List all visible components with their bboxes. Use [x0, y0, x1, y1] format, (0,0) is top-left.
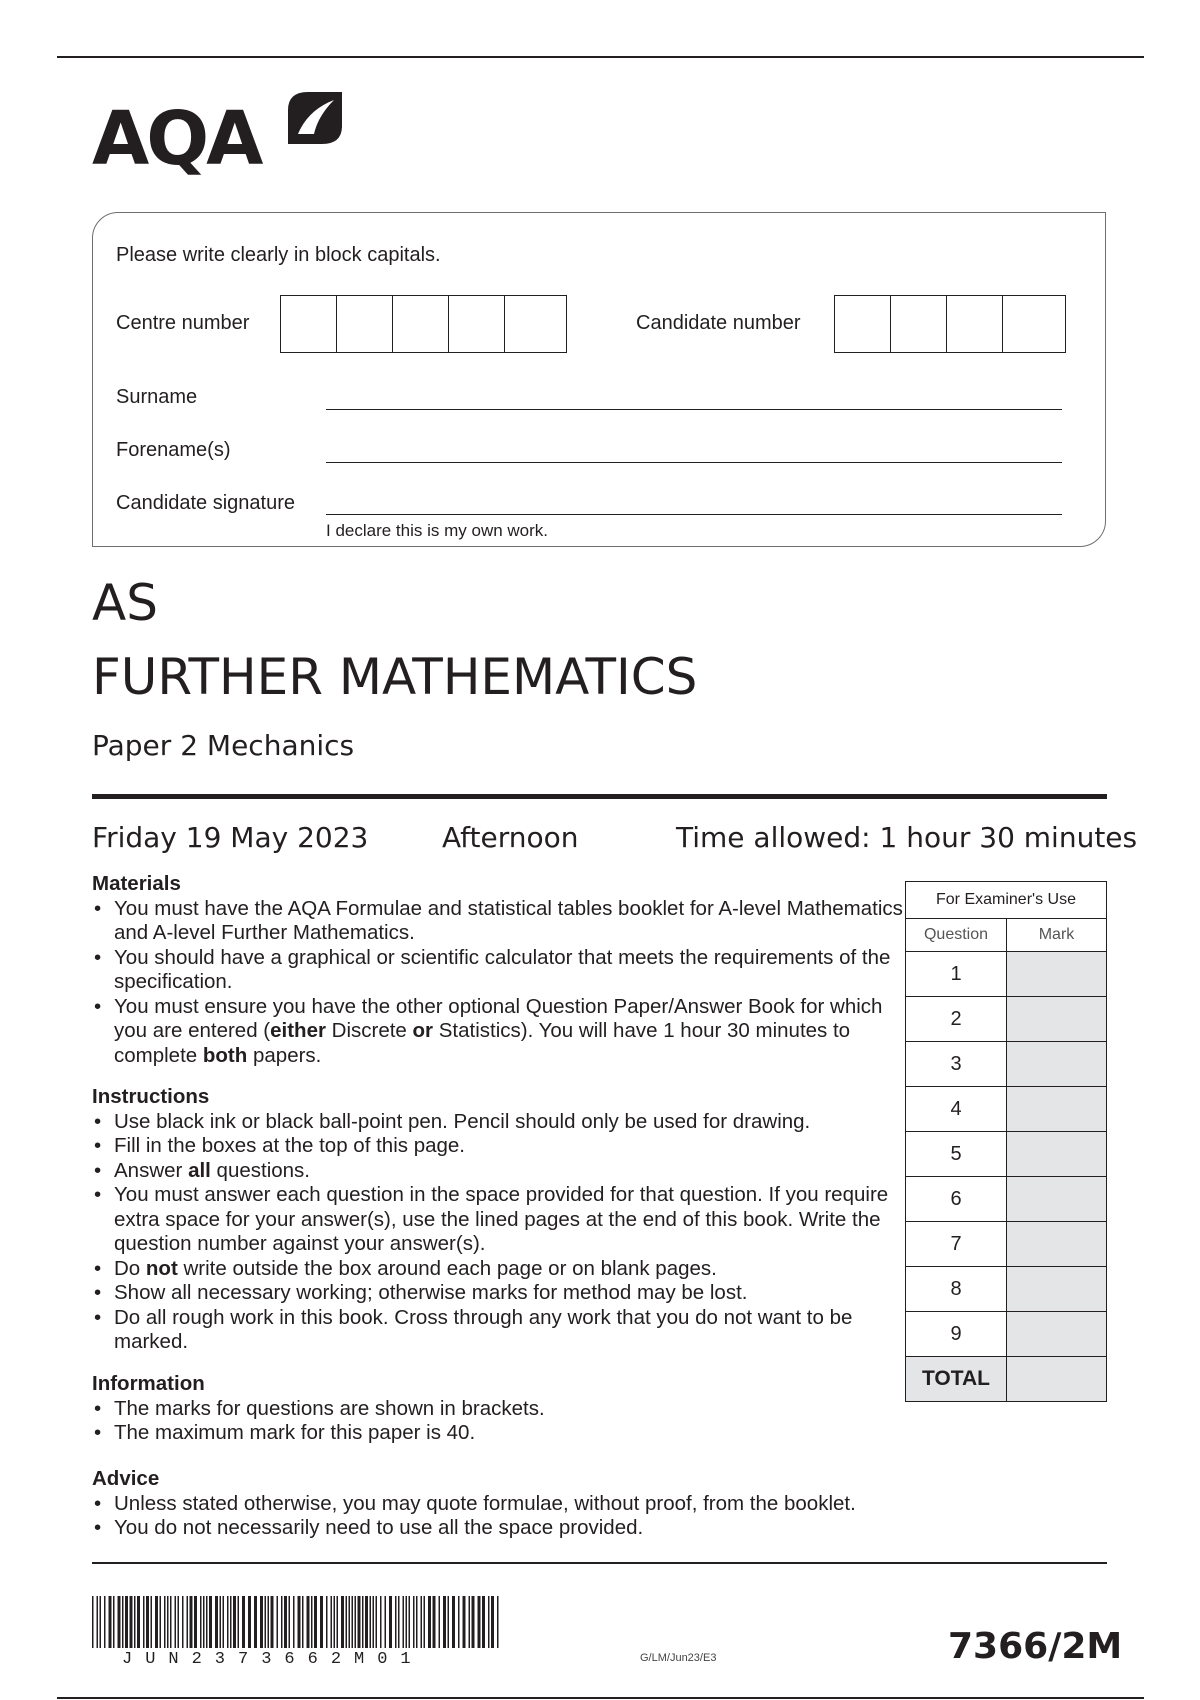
centre-number-label: Centre number: [116, 312, 250, 334]
information-heading: Information: [92, 1372, 205, 1395]
barcode-bar: [271, 1596, 274, 1648]
title-divider: [92, 794, 1107, 799]
barcode-bar: [469, 1596, 471, 1648]
mark-cell: [1007, 1267, 1107, 1312]
barcode-bar: [134, 1596, 136, 1648]
barcode-bar: [376, 1596, 378, 1648]
barcode-bar: [223, 1596, 225, 1648]
barcode-bar: [403, 1596, 405, 1648]
barcode-bar: [320, 1596, 323, 1648]
materials-list: [92, 897, 912, 1069]
information-section: [92, 1372, 912, 1446]
list-item: • The maximum mark for this paper is 40.: [92, 1421, 912, 1446]
barcode-bar: [362, 1596, 364, 1648]
question-number: 5: [906, 1132, 1007, 1177]
barcode-bar: [277, 1596, 279, 1648]
barcode-bar: [220, 1596, 222, 1648]
centre-number-digit[interactable]: [449, 296, 505, 352]
table-row: [906, 1267, 1107, 1312]
barcode-bar: [289, 1596, 291, 1648]
barcode-bar: [130, 1596, 133, 1648]
signature-field[interactable]: [326, 514, 1062, 515]
barcode-bar: [478, 1596, 481, 1648]
centre-number-digit[interactable]: [337, 296, 393, 352]
barcode-bar: [233, 1596, 236, 1648]
table-row: [906, 952, 1107, 997]
list-item: • You must answer each question in the space provided for that question. If you require extra space for your answer(s), use the lined pages at the end of this book. Write the question number against your answer(s).: [92, 1183, 912, 1257]
barcode-bar: [100, 1596, 102, 1648]
barcode-bar: [92, 1596, 94, 1648]
barcode-bar: [167, 1596, 169, 1648]
barcode-bar: [265, 1596, 267, 1648]
barcode-bar: [409, 1596, 411, 1648]
barcode-bar: [380, 1596, 382, 1648]
barcode-bar: [182, 1596, 184, 1648]
mark-column-header: Mark: [1007, 919, 1107, 952]
barcode-bar: [406, 1596, 408, 1648]
barcode-bar: [302, 1596, 304, 1648]
barcode-bar: [284, 1596, 287, 1648]
barcode-bar: [314, 1596, 317, 1648]
barcode-bar: [433, 1596, 436, 1648]
barcode-bar: [209, 1596, 212, 1648]
candidate-number-digit[interactable]: [835, 296, 891, 352]
question-number: 3: [906, 1042, 1007, 1087]
barcode-bar: [146, 1596, 149, 1648]
barcode-bar: [113, 1596, 115, 1648]
barcode-bar: [203, 1596, 205, 1648]
barcode-bar: [482, 1596, 485, 1648]
question-column-header: Question: [906, 919, 1007, 952]
barcode-bar: [370, 1596, 372, 1648]
table-row: [906, 1222, 1107, 1267]
mark-cell: [1007, 1222, 1107, 1267]
table-row: [906, 1042, 1107, 1087]
advice-list: [92, 1492, 912, 1541]
question-number: 4: [906, 1087, 1007, 1132]
barcode-bar: [151, 1596, 153, 1648]
barcode-bar: [268, 1596, 270, 1648]
list-item: • Answer all questions.: [92, 1159, 912, 1184]
barcode-bar: [137, 1596, 140, 1648]
list-item: • You must have the AQA Formulae and statistical tables booklet for A-level Mathematics and A-level Further Mathematics.: [92, 897, 912, 946]
advice-section: [92, 1467, 912, 1541]
candidate-number-digit[interactable]: [947, 296, 1003, 352]
subject-title: FURTHER MATHEMATICS: [92, 648, 698, 706]
barcode-bar: [358, 1596, 361, 1648]
barcode-bar: [311, 1596, 313, 1648]
barcode-bar: [341, 1596, 344, 1648]
barcode-bar: [428, 1596, 431, 1648]
barcode-bar: [164, 1596, 166, 1648]
table-row: [906, 1087, 1107, 1132]
paper-code: 7366/2M: [948, 1626, 1123, 1667]
total-label: TOTAL: [906, 1357, 1007, 1402]
bottom-rule: [57, 1697, 1144, 1699]
barcode-bar: [260, 1596, 263, 1648]
barcode-bar: [122, 1596, 124, 1648]
barcode-bar: [452, 1596, 455, 1648]
barcode-bar: [293, 1596, 295, 1648]
list-item: • You must ensure you have the other optional Question Paper/Answer Book for which you are entered (either Discrete or Statistics). You will have 1 hour 30 minutes to complete both papers.: [92, 995, 912, 1069]
logo-text: AQA: [92, 96, 261, 182]
barcode-bar: [298, 1596, 301, 1648]
barcode-bar: [242, 1596, 245, 1648]
barcode-bar: [215, 1596, 218, 1648]
examiner-use-table: [905, 881, 1107, 1402]
footer-divider: [92, 1562, 1107, 1564]
barcode-bar: [385, 1596, 387, 1648]
mark-cell: [1007, 997, 1107, 1042]
barcode-bar: [337, 1596, 339, 1648]
candidate-number-boxes[interactable]: [834, 295, 1066, 353]
barcode-bar: [155, 1596, 158, 1648]
barcode-bar: [118, 1596, 121, 1648]
barcode-bar: [488, 1596, 490, 1648]
barcode-bar: [421, 1596, 423, 1648]
surname-label: Surname: [116, 386, 198, 408]
barcode-bar: [109, 1596, 112, 1648]
signature-label: Candidate signature: [116, 492, 296, 514]
barcode-bar: [463, 1596, 466, 1648]
barcode-bar: [395, 1596, 397, 1648]
centre-number-digit[interactable]: [505, 296, 561, 352]
barcode-bar: [346, 1596, 348, 1648]
barcode-bar: [248, 1596, 251, 1648]
instructions-heading: Instructions: [92, 1085, 210, 1108]
list-item: • Unless stated otherwise, you may quote formulae, without proof, from the booklet.: [92, 1492, 912, 1517]
barcode-bar: [497, 1596, 499, 1648]
barcode-bar: [125, 1596, 128, 1648]
information-list: [92, 1397, 912, 1446]
barcode-bar: [254, 1596, 257, 1648]
barcode-bar: [389, 1596, 392, 1648]
barcode-bar: [187, 1596, 189, 1648]
paper-title: Paper 2 Mechanics: [92, 729, 355, 762]
question-number: 8: [906, 1267, 1007, 1312]
barcode-bar: [230, 1596, 232, 1648]
list-item: • Fill in the boxes at the top of this page.: [92, 1134, 912, 1159]
list-item: • Do all rough work in this book. Cross through any work that you do not want to be marked.: [92, 1306, 912, 1355]
barcode-bar: [398, 1596, 400, 1648]
barcode-bar: [491, 1596, 494, 1648]
document-reference: G/LM/Jun23/E3: [640, 1652, 717, 1664]
barcode-bar: [326, 1596, 328, 1648]
total-row: [906, 1357, 1107, 1402]
materials-section: [92, 872, 912, 1068]
list-item: • Use black ink or black ball-point pen. Pencil should only be used for drawing.: [92, 1110, 912, 1135]
question-number: 2: [906, 997, 1007, 1042]
logo-leaf-icon: [284, 88, 344, 146]
table-row: [906, 1132, 1107, 1177]
barcode-bar: [355, 1596, 357, 1648]
list-item: • You do not necessarily need to use all the space provided.: [92, 1516, 912, 1541]
exam-date: Friday 19 May 2023: [92, 821, 369, 854]
instructions-section: [92, 1085, 912, 1355]
barcode-bar: [448, 1596, 450, 1648]
barcode-bar: [424, 1596, 426, 1648]
forename-field[interactable]: [326, 462, 1062, 463]
barcode-bar: [170, 1596, 172, 1648]
candidate-number-label: Candidate number: [636, 312, 801, 334]
mark-cell: [1007, 1312, 1107, 1357]
list-item: • Do not write outside the box around each page or on blank pages.: [92, 1257, 912, 1282]
barcode-bar: [373, 1596, 375, 1648]
candidate-number-digit[interactable]: [891, 296, 947, 352]
top-rule: [57, 56, 1144, 58]
table-row: [906, 1312, 1107, 1357]
barcode-bar: [200, 1596, 202, 1648]
mark-cell: [1007, 952, 1107, 997]
centre-number-digit[interactable]: [281, 296, 337, 352]
forename-label: Forename(s): [116, 439, 231, 461]
barcode-bar: [307, 1596, 310, 1648]
barcode-bar: [190, 1596, 193, 1648]
question-number: 9: [906, 1312, 1007, 1357]
instructions-list: [92, 1110, 912, 1355]
barcode-bar: [104, 1596, 106, 1648]
barcode-bar: [227, 1596, 229, 1648]
barcode-bar: [238, 1596, 240, 1648]
barcode-bar: [472, 1596, 475, 1648]
barcode-bar: [194, 1596, 197, 1648]
time-allowed: Time allowed: 1 hour 30 minutes: [676, 821, 1138, 854]
question-number: 1: [906, 952, 1007, 997]
mark-cell: [1007, 1132, 1107, 1177]
mark-cell: [1007, 1087, 1107, 1132]
mark-cell: [1007, 1177, 1107, 1222]
barcode-bar: [160, 1596, 162, 1648]
barcode-bar: [458, 1596, 460, 1648]
table-row: [906, 1177, 1107, 1222]
centre-number-digit[interactable]: [393, 296, 449, 352]
question-number: 6: [906, 1177, 1007, 1222]
mark-cell: [1007, 1042, 1107, 1087]
list-item: • The marks for questions are shown in brackets.: [92, 1397, 912, 1422]
materials-heading: Materials: [92, 872, 181, 895]
exam-session: Afternoon: [442, 821, 579, 854]
list-item: • You should have a graphical or scientific calculator that meets the requirements of the specification.: [92, 946, 912, 995]
barcode-bar: [352, 1596, 354, 1648]
aqa-logo: [92, 88, 352, 184]
qualification-level: AS: [92, 574, 158, 632]
barcode-bar: [178, 1596, 180, 1648]
centre-number-boxes[interactable]: [280, 295, 567, 353]
advice-heading: Advice: [92, 1467, 160, 1490]
barcode-bar: [331, 1596, 333, 1648]
table-row: [906, 997, 1107, 1042]
question-number: 7: [906, 1222, 1007, 1267]
barcode-bar: [416, 1596, 418, 1648]
barcode-bar: [439, 1596, 441, 1648]
list-item: • Show all necessary working; otherwise marks for method may be lost.: [92, 1281, 912, 1306]
barcode-bar: [175, 1596, 177, 1648]
candidate-number-digit[interactable]: [1003, 296, 1059, 352]
barcode-bar: [413, 1596, 415, 1648]
barcode-bar: [349, 1596, 351, 1648]
barcode-bar: [97, 1596, 99, 1648]
barcode-bar: [443, 1596, 446, 1648]
barcode-text: JUN2373662M01: [122, 1650, 424, 1669]
block-capitals-instruction: Please write clearly in block capitals.: [116, 244, 441, 266]
surname-field[interactable]: [326, 409, 1062, 410]
barcode-bar: [365, 1596, 368, 1648]
barcode-bar: [281, 1596, 283, 1648]
examiner-table-title: For Examiner's Use: [906, 882, 1107, 919]
declaration-text: I declare this is my own work.: [326, 521, 549, 540]
barcode-bar: [334, 1596, 336, 1648]
total-mark-cell: [1007, 1357, 1107, 1402]
barcode: [92, 1596, 502, 1648]
barcode-bar: [143, 1596, 145, 1648]
barcode-bar: [206, 1596, 208, 1648]
